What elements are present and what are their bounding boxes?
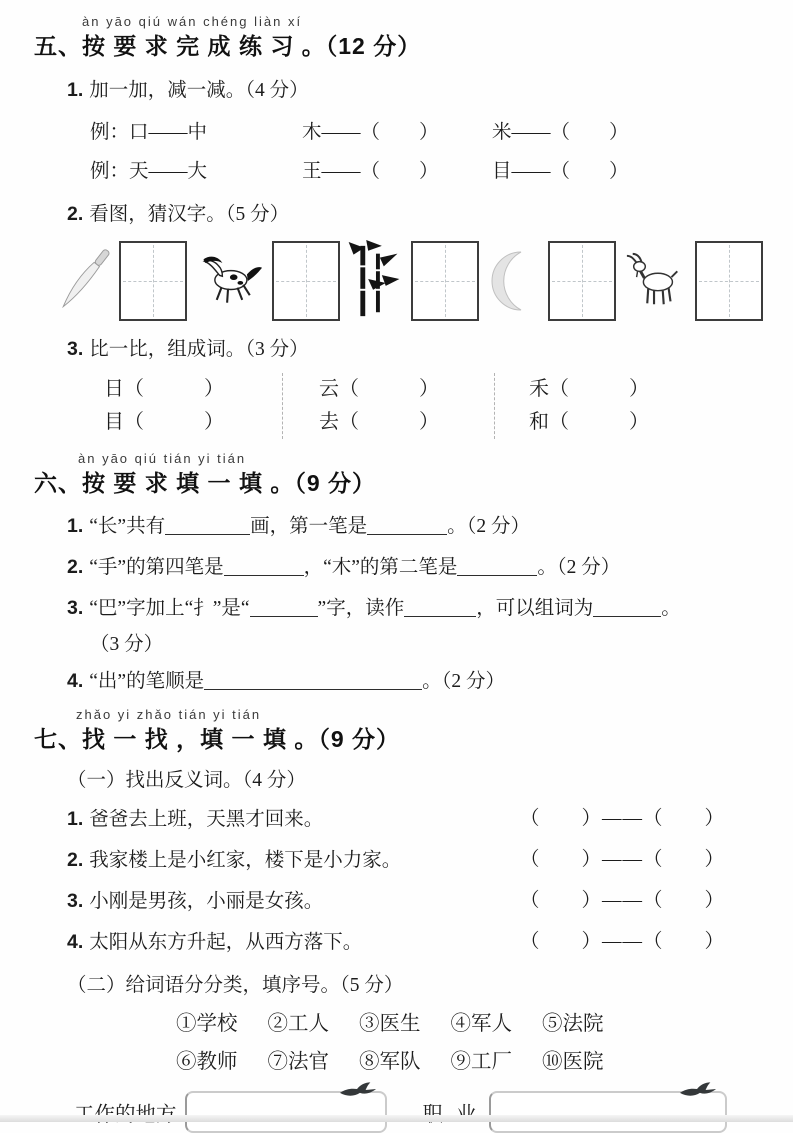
sentence-text: 小刚是男孩，小丽是女孩。 <box>89 891 324 912</box>
add-subtract-row <box>90 158 765 185</box>
add-subtract-row <box>90 119 765 146</box>
writing-grid-box <box>272 241 340 321</box>
question-text: 加一加，减一减。（4 分） <box>89 80 309 101</box>
answer-blank <box>593 596 661 617</box>
goat-icon <box>624 252 686 310</box>
question-text: “手”的第四笔是 <box>89 557 224 578</box>
question-5-1 <box>67 77 765 104</box>
word-item: ⑨工厂 <box>450 1051 512 1073</box>
answer-cell: 木——（ ） <box>302 122 439 143</box>
compare-column <box>494 373 714 439</box>
word-cell: 去（ ） <box>319 411 439 433</box>
score-text: 。（2 分） <box>447 516 530 537</box>
horse-icon <box>195 251 263 311</box>
word-item: ⑥教师 <box>176 1051 238 1073</box>
answer-blank <box>457 555 537 576</box>
antonym-answer-slots: （ ）——（ ） <box>519 890 725 911</box>
word-item: ④军人 <box>450 1013 512 1035</box>
writing-grid-box <box>411 241 479 321</box>
example-cell: 例：口——中 <box>90 122 208 143</box>
antonym-item <box>67 845 765 876</box>
question-text: “长”共有 <box>89 516 166 537</box>
word-cell: 目（ ） <box>104 411 224 433</box>
answer-blank <box>367 514 447 535</box>
sentence-text: 我家楼上是小红家，楼下是小力家。 <box>89 850 402 871</box>
bamboo-icon <box>348 240 402 322</box>
word-item: ⑤法院 <box>542 1013 604 1035</box>
example-cell: 例：天——大 <box>90 161 208 182</box>
question-number: 2. <box>67 556 84 578</box>
word-list-row <box>176 1009 765 1039</box>
question-text: 看图，猜汉字。（5 分） <box>89 204 290 225</box>
writing-grid-box <box>695 241 763 321</box>
question-number: 2. <box>67 849 84 871</box>
job-label <box>423 1097 481 1127</box>
word-cell: 云（ ） <box>319 378 439 400</box>
answer-cell: 目——（ ） <box>492 161 629 182</box>
question-text: 画，第一笔是 <box>250 516 368 537</box>
question-6-1 <box>67 511 765 542</box>
sentence-text: 太阳从东方升起，从西方落下。 <box>89 932 363 953</box>
sentence-text: 爸爸去上班，天黑才回来。 <box>89 809 324 830</box>
question-6-3-score: （3 分） <box>90 634 164 655</box>
part-one-title: （一）找出反义词。（4 分） <box>67 770 306 791</box>
writing-grid-box <box>548 241 616 321</box>
job-answer-box <box>489 1091 727 1133</box>
word-item: ⑦法官 <box>267 1051 329 1073</box>
antonym-item <box>67 886 765 917</box>
word-cell: 和（ ） <box>529 411 649 433</box>
answer-blank <box>165 514 250 535</box>
answer-blank <box>250 596 318 617</box>
question-6-2 <box>67 552 765 583</box>
antonym-answer-slots: （ ）——（ ） <box>519 849 725 870</box>
answer-blank <box>404 596 476 617</box>
word-item: ⑩医院 <box>542 1051 604 1073</box>
question-number: 4. <box>67 931 84 953</box>
picture-guess-row <box>58 238 763 324</box>
workplace-answer-box <box>185 1091 387 1133</box>
question-text: “巴”字加上“扌”是“ <box>89 598 250 619</box>
word-cell: 禾（ ） <box>529 378 649 400</box>
workplace-label <box>74 1097 177 1127</box>
question-5-3 <box>67 336 765 363</box>
classification-answer-row <box>74 1091 765 1133</box>
word-item: ⑧军队 <box>359 1051 421 1073</box>
answer-blank <box>224 555 304 576</box>
word-item: ①学校 <box>176 1013 238 1035</box>
question-text: 。 <box>661 598 681 619</box>
question-number: 3. <box>67 890 84 912</box>
question-text: “出”的笔顺是 <box>89 671 205 692</box>
question-number: 1. <box>67 515 84 537</box>
section-six-title: 六、按 要 求 填 一 填 。（9 分） <box>34 470 377 496</box>
question-text: ，“木”的第二笔是 <box>303 557 458 578</box>
scan-bottom-edge <box>0 1115 793 1122</box>
score-text: 。（2 分） <box>537 557 621 578</box>
pinyin-section-five: àn yāo qiú wán chéng liàn xí <box>82 14 303 29</box>
question-number: 1. <box>67 808 84 830</box>
question-number: 1. <box>67 79 84 101</box>
question-6-3 <box>67 593 765 624</box>
question-number: 2. <box>67 203 84 225</box>
question-6-4 <box>67 666 765 697</box>
answer-blank <box>204 669 422 690</box>
answer-cell: 王——（ ） <box>302 161 439 182</box>
bird-icon <box>339 1079 377 1107</box>
pinyin-section-seven: zhǎo yi zhǎo tián yi tián <box>76 707 262 722</box>
question-number: 3. <box>67 338 84 360</box>
moon-icon <box>487 250 539 312</box>
question-number: 4. <box>67 670 84 692</box>
question-5-2 <box>67 201 765 228</box>
compare-column <box>74 373 282 439</box>
compare-column <box>282 373 494 439</box>
knife-icon <box>58 241 110 321</box>
word-cell: 日（ ） <box>104 378 224 400</box>
pinyin-section-six: àn yāo qiú tián yi tián <box>78 451 247 466</box>
question-text: ”字，读作 <box>317 598 405 619</box>
word-item: ②工人 <box>267 1013 329 1035</box>
compare-words-grid <box>74 373 765 439</box>
question-number: 3. <box>67 597 84 619</box>
part-two-title: （二）给词语分分类，填序号。（5 分） <box>67 975 404 996</box>
bird-icon <box>679 1079 717 1107</box>
word-list-row <box>176 1047 765 1077</box>
antonym-item <box>67 927 765 958</box>
writing-grid-box <box>119 241 187 321</box>
section-five-title: 五、按 要 求 完 成 练 习 。（12 分） <box>34 33 422 59</box>
antonym-item <box>67 804 765 835</box>
question-text: 比一比，组成词。（3 分） <box>89 339 309 360</box>
score-text: 。（2 分） <box>422 671 505 692</box>
question-text: ，可以组词为 <box>476 598 594 619</box>
answer-cell: 米——（ ） <box>492 122 629 143</box>
word-item: ③医生 <box>359 1013 421 1035</box>
section-seven-title: 七、找 一 找 ，填 一 填 。（9 分） <box>34 726 401 752</box>
antonym-answer-slots: （ ）——（ ） <box>519 808 725 829</box>
antonym-answer-slots: （ ）——（ ） <box>519 931 725 952</box>
